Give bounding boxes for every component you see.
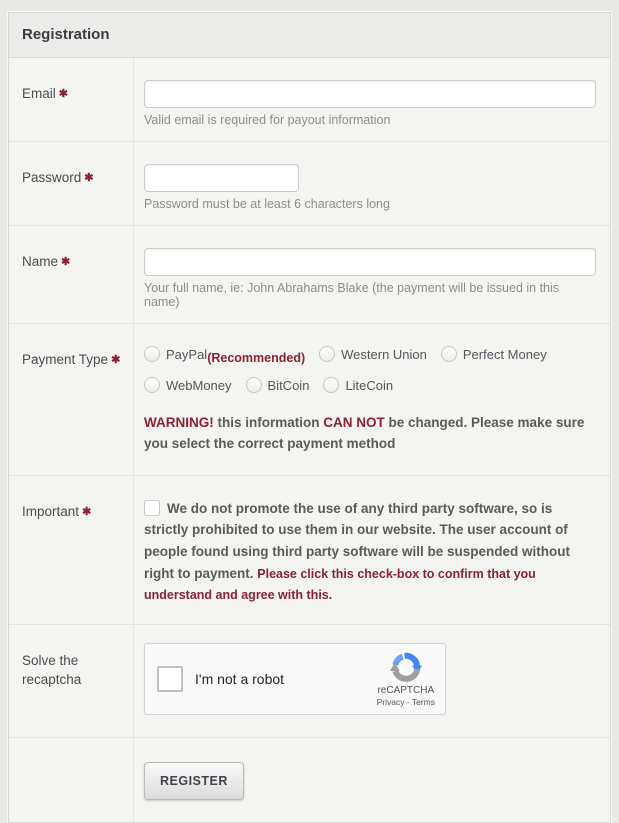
payment-option-western-union[interactable]: Western Union [319, 346, 427, 362]
important-label: Important ✱ [9, 476, 134, 624]
email-helper-text: Valid email is required for payout information [144, 113, 391, 127]
page-title: Registration [9, 13, 610, 58]
radio-icon[interactable] [441, 346, 457, 362]
registration-panel [8, 12, 611, 823]
important-text: We do not promote the use of any third party software, so is strictly prohibited to use them in our website. The user account of people found using third party software will be suspended without right to payment. Please click this check-box to confirm that you understand and agree with this. [144, 500, 571, 603]
payment-type-label: Payment Type ✱ [9, 324, 134, 475]
payment-type-row [9, 324, 610, 476]
password-helper-text: Password must be at least 6 characters long [144, 197, 390, 211]
payment-option-bitcoin[interactable]: BitCoin [246, 377, 310, 393]
radio-icon[interactable] [323, 377, 339, 393]
important-row [9, 476, 610, 625]
payment-option-webmoney[interactable]: WebMoney [144, 377, 232, 393]
email-field[interactable] [144, 80, 596, 108]
recaptcha-checkbox-label: I'm not a robot [195, 670, 285, 687]
password-field[interactable] [144, 164, 299, 192]
radio-icon[interactable] [319, 346, 335, 362]
required-asterisk: ✱ [58, 88, 68, 100]
name-label: Name ✱ [9, 226, 134, 323]
name-helper-text: Your full name, ie: John Abrahams Blake (the payment will be issued in this name) [144, 281, 560, 309]
required-asterisk: ✱ [82, 505, 92, 518]
radio-icon[interactable] [144, 377, 160, 393]
email-row [9, 58, 610, 142]
required-asterisk: ✱ [61, 256, 71, 268]
password-label: Password ✱ [9, 142, 134, 225]
required-asterisk: ✱ [111, 354, 121, 366]
payment-option-paypal[interactable]: PayPal (Recommended) [144, 346, 305, 362]
name-row [9, 226, 610, 324]
payment-warning-text: WARNING! this information CAN NOT be changed. Please make sure you select the correct payment method [144, 415, 585, 451]
recommended-note: (Recommended) [207, 351, 306, 365]
recaptcha-widget [144, 643, 446, 715]
payment-option-perfect-money[interactable]: Perfect Money [441, 346, 547, 362]
agree-checkbox[interactable] [144, 500, 160, 516]
register-button[interactable]: REGISTER [144, 762, 244, 800]
recaptcha-row [9, 625, 610, 738]
payment-option-litecoin[interactable]: LiteCoin [323, 377, 393, 393]
important-confirm-text: Please click this check-box to confirm that you understand and agree with this. [144, 566, 536, 603]
name-field[interactable] [144, 248, 596, 276]
radio-icon[interactable] [144, 346, 160, 362]
register-row [9, 738, 610, 822]
radio-icon[interactable] [246, 377, 262, 393]
recaptcha-logo-icon [390, 651, 422, 683]
recaptcha-checkbox[interactable] [157, 666, 183, 692]
recaptcha-brand-text: reCAPTCHA [377, 684, 435, 696]
recaptcha-label: Solve the recaptcha [9, 625, 134, 737]
password-row [9, 142, 610, 226]
email-label: Email ✱ [9, 58, 134, 141]
required-asterisk: ✱ [84, 172, 94, 184]
recaptcha-privacy-terms-links[interactable]: Privacy - Terms [376, 696, 435, 707]
